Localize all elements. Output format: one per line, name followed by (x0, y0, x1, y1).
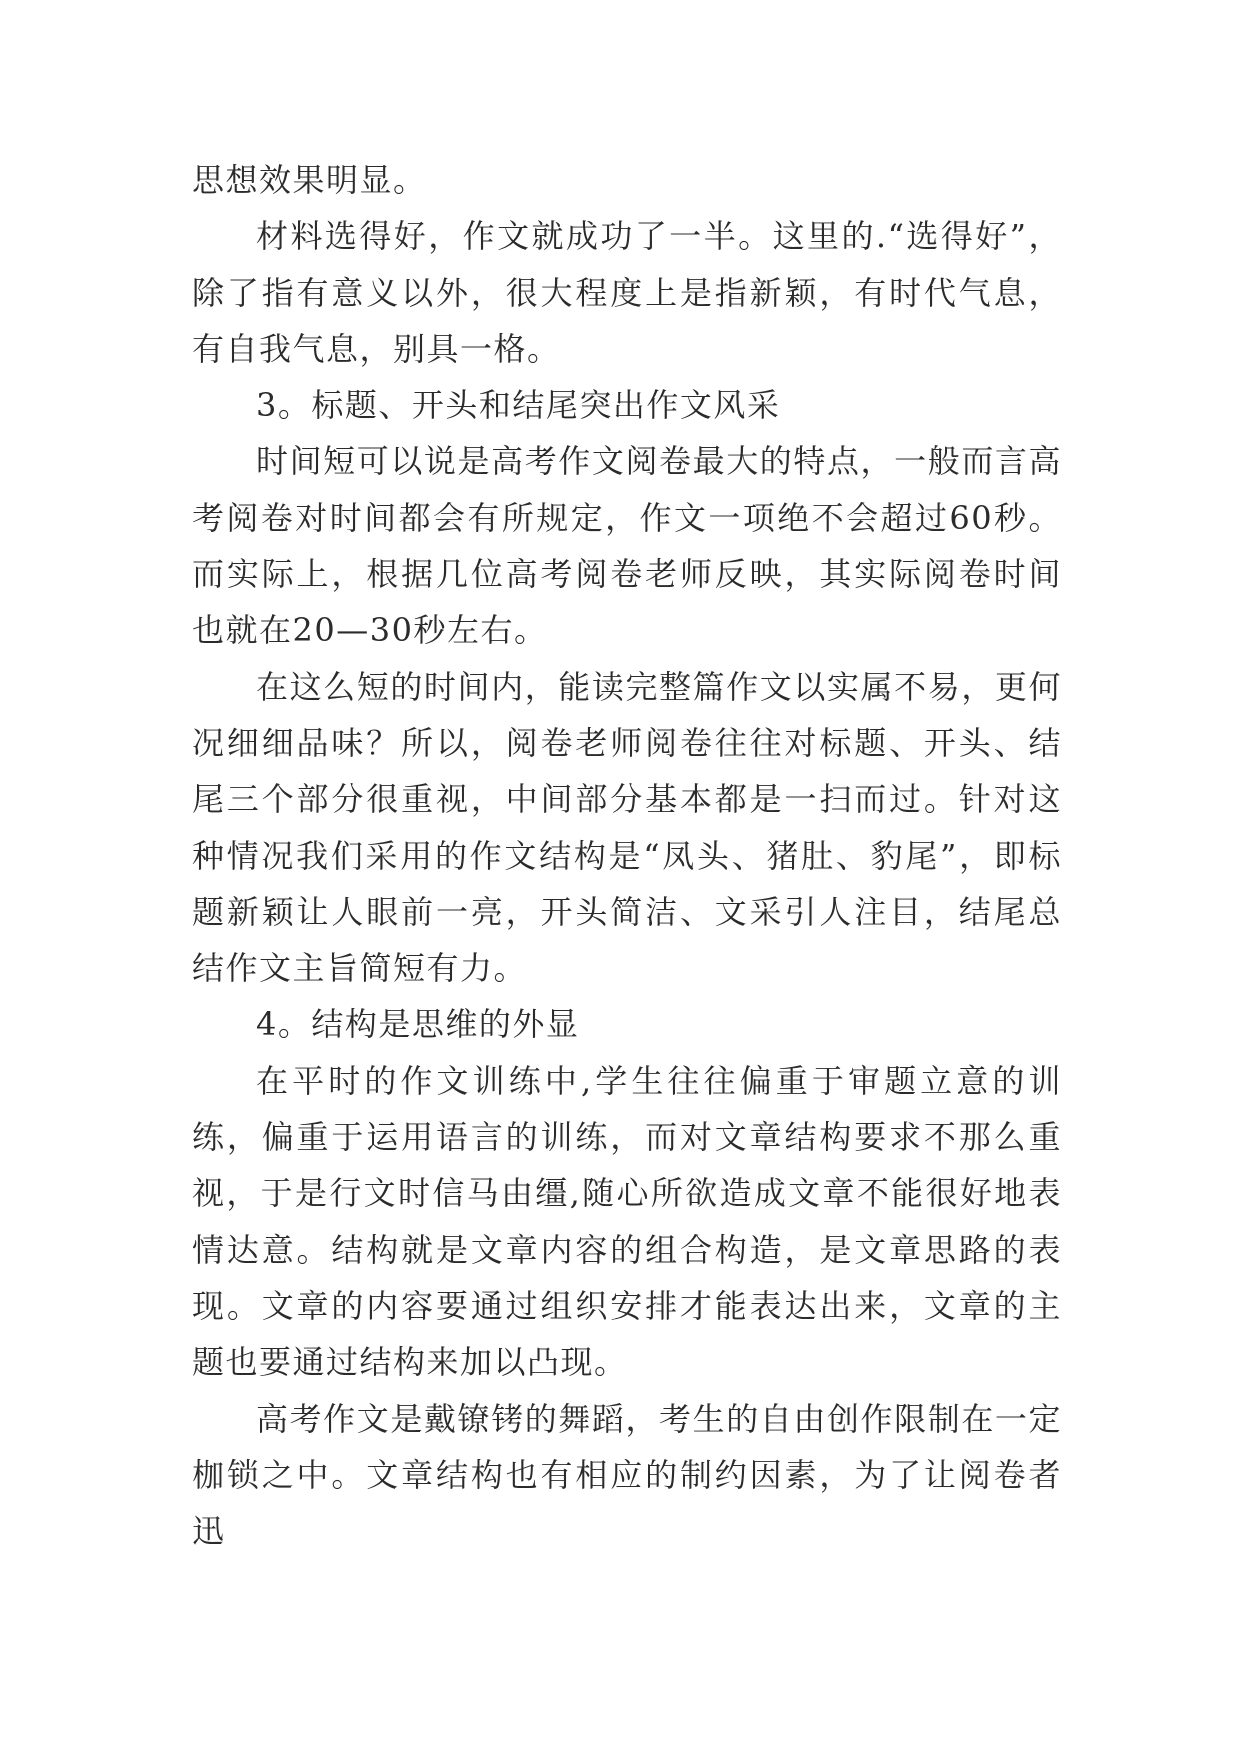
paragraph-4: 时间短可以说是高考作文阅卷最大的特点，一般而言高考阅卷对时间都会有所规定，作文一项绝不会超过60秒。而实际上，根据几位高考阅卷老师反映，其实际阅卷时间也就在20—30秒左右。 (192, 442, 1062, 650)
section-heading-4: 4。结构是思维的外显 (256, 1005, 580, 1044)
paragraph-2: 材料选得好，作文就成功了一半。这里的.“选得好”，除了指有意义以外，很大程度上是指新颖，有时代气息，有自我气息，别具一格。 (192, 217, 1062, 368)
paragraph-1: 思想效果明显。 (192, 161, 427, 199)
section-heading-3: 3。标题、开头和结尾突出作文风采 (256, 386, 781, 425)
paragraph-5: 在这么短的时间内，能读完整篇作文以实属不易，更何况细细品味？所以，阅卷老师阅卷往往对标题、开头、结尾三个部分很重视，中间部分基本都是一扫而过。针对这种情况我们采用的作文结构是“凤头、猪肚、豹尾”，即标题新颖让人眼前一亮，开头简洁、文采引人注目，结尾总结作文主旨简短有力。 (192, 667, 1062, 988)
paragraph-7: 在平时的作文训练中,学生往往偏重于审题立意的训练，偏重于运用语言的训练，而对文章结构要求不那么重视，于是行文时信马由缰,随心所欲造成文章不能很好地表情达意。结构就是文章内容的组合构造，是文章思路的表现。文章的内容要通过组织安排才能表达出来，文章的主题也要通过结构来加以凸现。 (192, 1061, 1062, 1382)
paragraph-8: 高考作文是戴镣铐的舞蹈，考生的自由创作限制在一定枷锁之中。文章结构也有相应的制约因素，为了让阅卷者迅 (192, 1399, 1062, 1551)
document-body (192, 152, 1062, 1559)
